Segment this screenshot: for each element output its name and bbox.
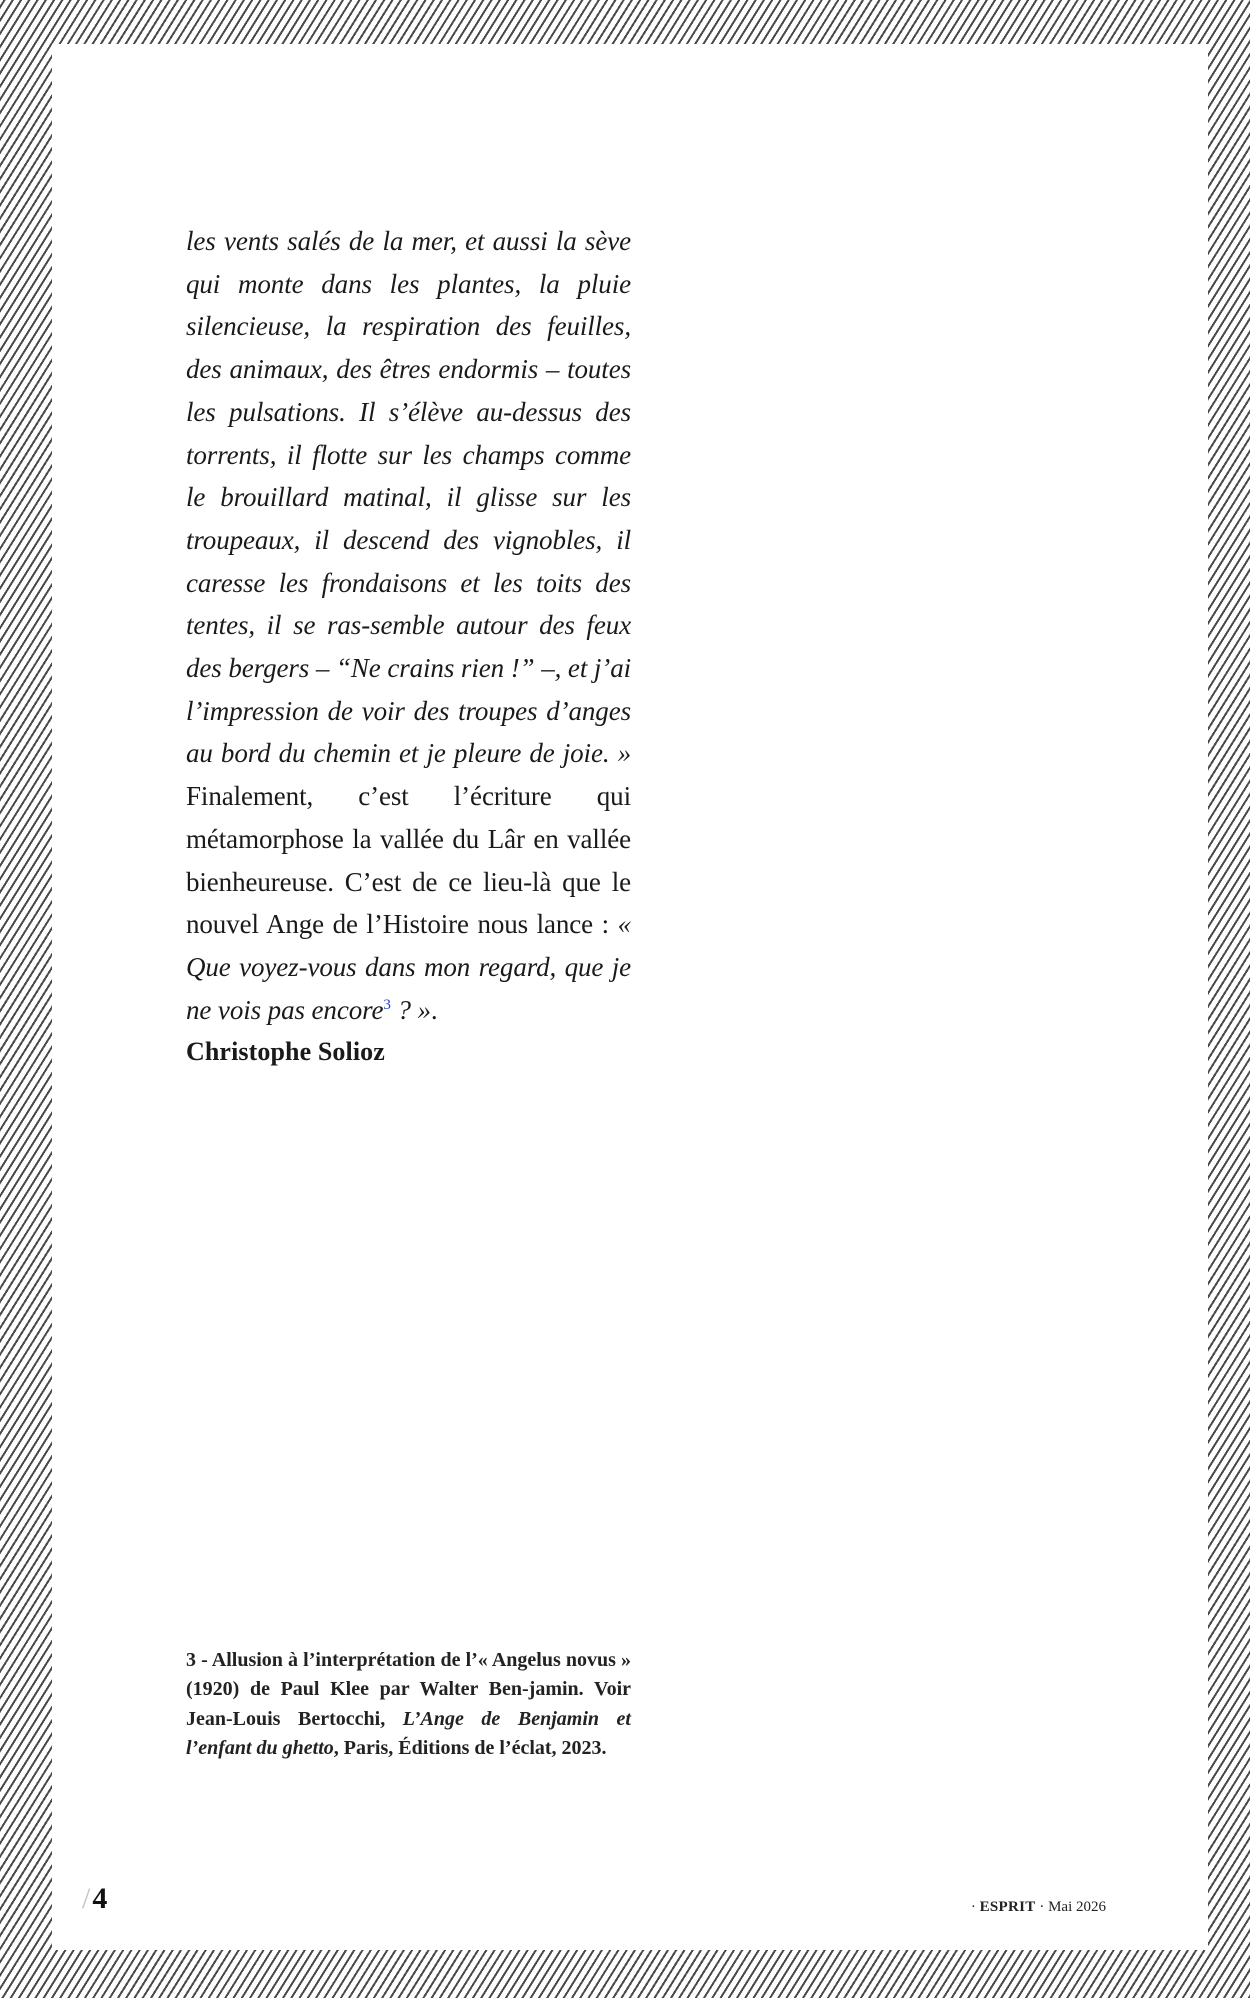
issue-date: Mai 2026 <box>1048 1899 1106 1915</box>
footnote <box>186 1646 631 1764</box>
article-paragraph <box>186 220 631 1031</box>
journal-name: ESPRIT <box>979 1899 1036 1915</box>
page <box>52 44 1208 1950</box>
footer-separator: · <box>970 1899 980 1915</box>
running-footer <box>971 1899 1106 1916</box>
footnote-book-title: L’Ange de Benjamin et l’enfant du ghetto <box>186 1707 631 1760</box>
body-text: Finalement, c’est l’écriture qui métamorphose la vallée du Lâr en vallée bienheureuse. C’est de ce lieu-là que le nouvel Ange de l’Histoire nous lance : <box>186 781 631 940</box>
article-column <box>186 220 631 1073</box>
author-signature: Christophe Solioz <box>186 1037 385 1067</box>
footnote-reference-link[interactable]: 3 <box>383 996 391 1013</box>
footer-separator: · <box>1035 1899 1049 1915</box>
page-number: 4 <box>92 1882 108 1915</box>
closing-quote-text: « Que voyez-vous dans mon regard, que je ne vois pas encore <box>186 909 631 1025</box>
footnote-text: 3 - Allusion à l’interprétation de l’« Angelus novus » (1920) de Paul Klee par Walter Ben-jamin. Voir Jean-Louis Bertocchi, <box>186 1649 631 1730</box>
quote-italic: les vents salés de la mer, et aussi la sève qui monte dans les plantes, la pluie silencieuse, la respiration des feuilles, des animaux, des êtres endormis – toutes les pulsations. Il s’élève au-dessus des torrents, il flotte sur les champs comme le brouillard matinal, il glisse sur les troupeaux, il descend des vignobles, il caresse les frondaisons et les toits des tentes, il se ras-semble autour des feux des bergers – “Ne crains rien !” –, et j’ai l’impression de voir des troupes d’anges au bord du chemin et je pleure de joie. » <box>186 226 631 769</box>
closing-quote-end: ? » <box>390 994 431 1025</box>
final-punctuation: . <box>430 994 438 1025</box>
footnote-text-end: , Paris, Éditions de l’éclat, 2023. <box>333 1737 607 1760</box>
folio-slash: / <box>82 1882 91 1915</box>
page-folio <box>82 1882 107 1916</box>
